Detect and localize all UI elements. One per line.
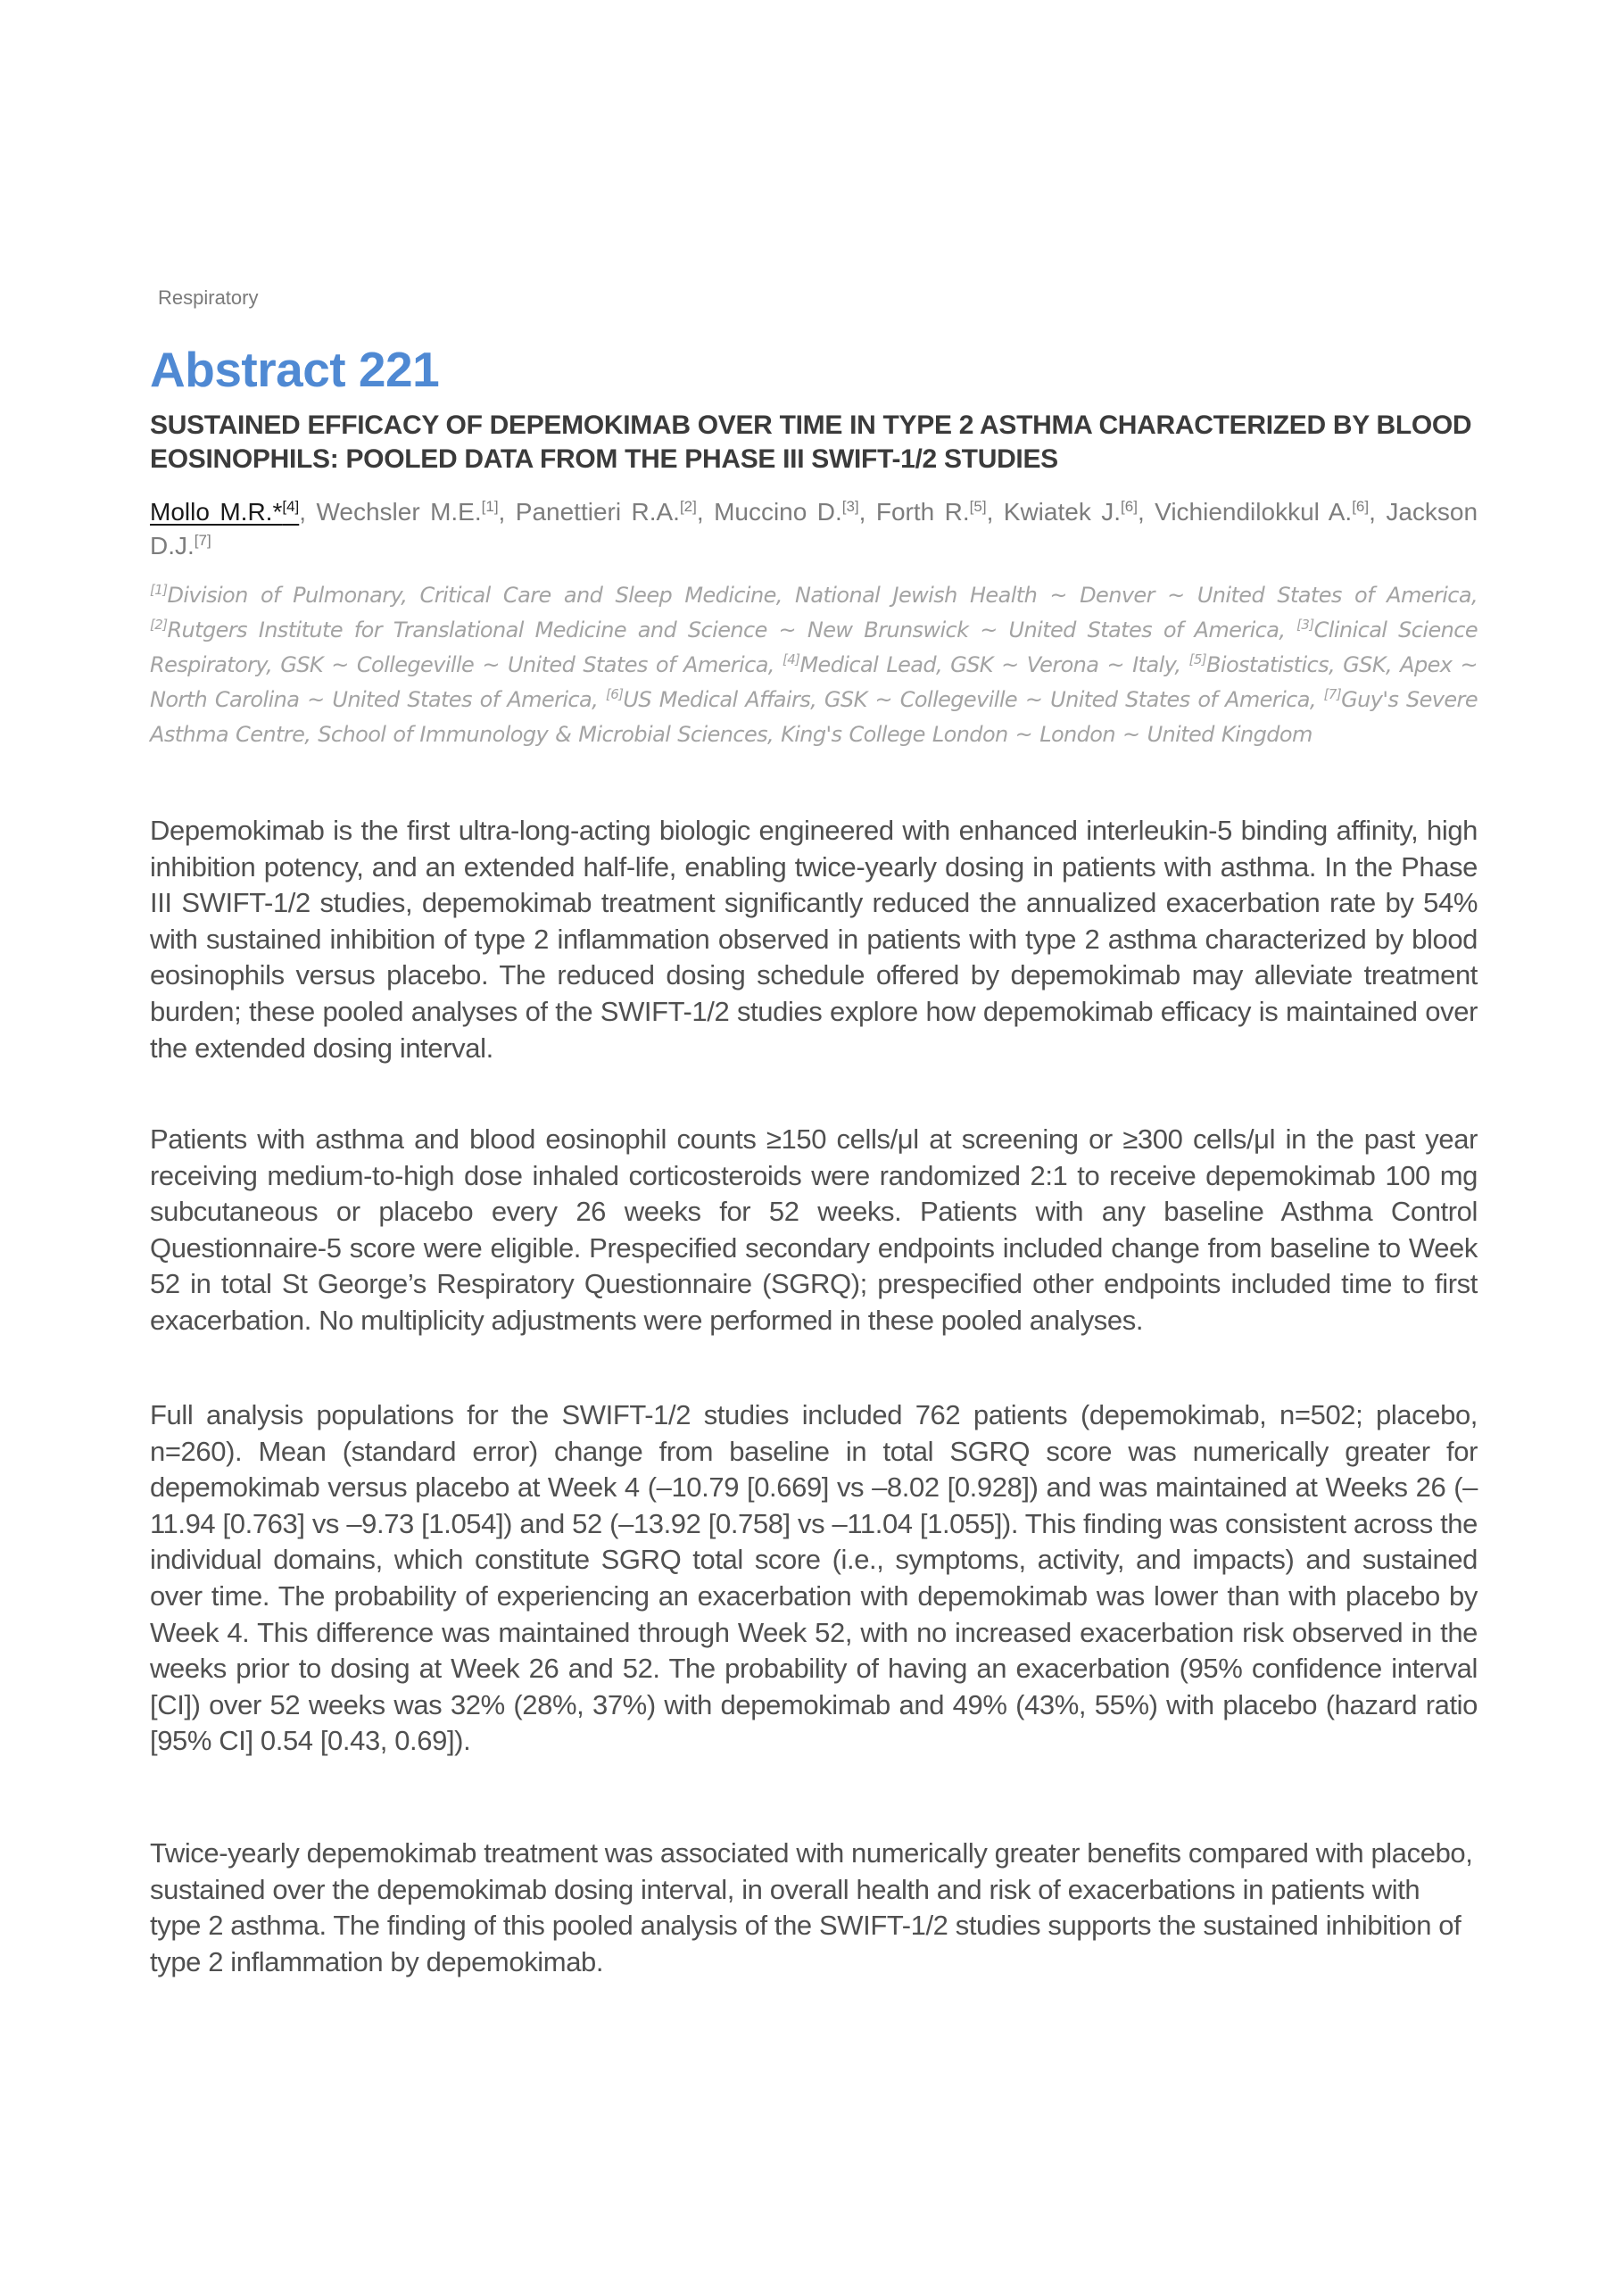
author: Wechsler M.E.[1]: [316, 498, 499, 526]
author: Panettieri R.A.[2]: [515, 498, 697, 526]
affiliation: [3]Clinical Science Respiratory, GSK ~ Collegeville ~ United States of America,: [150, 617, 1478, 677]
author: Forth R.[5]: [875, 498, 987, 526]
author: Vichiendilokkul A.[6]: [1155, 498, 1370, 526]
background-paragraph: Depemokimab is the first ultra-long-acting biologic engineered with enhanced interleukin-5 binding affinity, high inhibition potency, and an extended half-life, enabling twice-yearly dosing in patients with asthma. In the Phase III SWIFT-1/2 studies, depemokimab treatment significantly reduced the annualized exacerbation rate by 54% with sustained inhibition of type 2 inflammation observed in patients with type 2 asthma characterized by blood eosinophils versus placebo. The reduced dosing schedule offered by depemokimab may alleviate treatment burden; these pooled analyses of the SWIFT-1/2 studies explore how depemokimab efficacy is maintained over the extended dosing interval.: [150, 815, 1478, 1064]
abstract-number-heading: Abstract 221: [150, 342, 440, 397]
presenting-author: Mollo M.R.*[4]: [150, 498, 300, 526]
affiliation: [2]Rutgers Institute for Translational Medicine and Science ~ New Brunswick ~ United States of America,: [150, 617, 1297, 642]
author-list: Mollo M.R.*[4], Wechsler M.E.[1], Panettieri R.A.[2], Muccino D.[3], Forth R.[5], Kwiatek J.[6], Vichiendilokkul A.[6], Jackson D.J.[7]: [150, 498, 1478, 559]
conclusion-paragraph: Twice-yearly depemokimab treatment was associated with numerically greater benefits compared with placebo, sustained over the depemokimab dosing interval, in overall health and risk of exacerbations in patients with type 2 asthma. The finding of this pooled analysis of the SWIFT-1/2 studies supports the sustained inhibition of type 2 inflammation by depemokimab.: [150, 1837, 1473, 1977]
affiliation: [1]Division of Pulmonary, Critical Care and Sleep Medicine, National Jewish Health ~ Denver ~ United States of America,: [150, 582, 1478, 608]
affiliation: [6]US Medical Affairs, GSK ~ Collegeville ~ United States of America,: [605, 686, 1324, 712]
affiliation-list: [150, 578, 1478, 752]
author: Muccino D.[3]: [714, 498, 859, 526]
affiliation: [5]Biostatistics, GSK, Apex ~ North Carolina ~ United States of America,: [150, 651, 1478, 712]
category-label: Respiratory: [158, 286, 259, 309]
affiliation: [4]Medical Lead, GSK ~ Verona ~ Italy,: [782, 651, 1189, 677]
author: Jackson D.J.[7]: [150, 498, 1478, 559]
methods-paragraph: Patients with asthma and blood eosinophil counts ≥150 cells/μl at screening or ≥300 cells/μl in the past year receiving medium-to-high dose inhaled corticosteroids were randomized 2:1 to receive depemokimab 100 mg subcutaneous or placebo every 26 weeks for 52 weeks. Patients with any baseline Asthma Control Questionnaire-5 score were eligible. Prespecified secondary endpoints included change from baseline to Week 52 in total St George’s Respiratory Questionnaire (SGRQ); prespecified other endpoints included time to first exacerbation. No multiplicity adjustments were performed in these pooled analyses.: [150, 1123, 1478, 1336]
author: Kwiatek J.[6]: [1003, 498, 1138, 526]
results-paragraph: Full analysis populations for the SWIFT-1/2 studies included 762 patients (depemokimab, n=502; placebo, n=260). Mean (standard error) change from baseline in total SGRQ score was numerically greater for depemokimab versus placebo at Week 4 (–10.79 [0.669] vs –8.02 [0.928]) and was maintained at Weeks 26 (–11.94 [0.763] vs –9.73 [1.054]) and 52 (–13.92 [0.758] vs –11.04 [1.055]). This finding was consistent across the individual domains, which constitute SGRQ total score (i.e., symptoms, activity, and impacts) and sustained over time. The probability of experiencing an exacerbation with depemokimab was lower than with placebo by Week 4. This difference was maintained through Week 52, with no increased exacerbation risk observed in the weeks prior to dosing at Week 26 and 52. The probability of having an exacerbation (95% confidence interval [CI]) over 52 weeks was 32% (28%, 37%) with depemokimab and 49% (43%, 55%) with placebo (hazard ratio [95% CI] 0.54 [0.43, 0.69]).: [150, 1399, 1478, 1757]
abstract-title: SUSTAINED EFFICACY OF DEPEMOKIMAB OVER TIME IN TYPE 2 ASTHMA CHARACTERIZED BY BLOOD EOSINOPHILS: POOLED DATA FROM THE PHASE III SWIFT-1/2 STUDIES: [150, 410, 1472, 474]
affiliation: [7]Guy's Severe Asthma Centre, School of Immunology & Microbial Sciences, King's College London ~ London ~ United Kingdom: [150, 686, 1478, 747]
